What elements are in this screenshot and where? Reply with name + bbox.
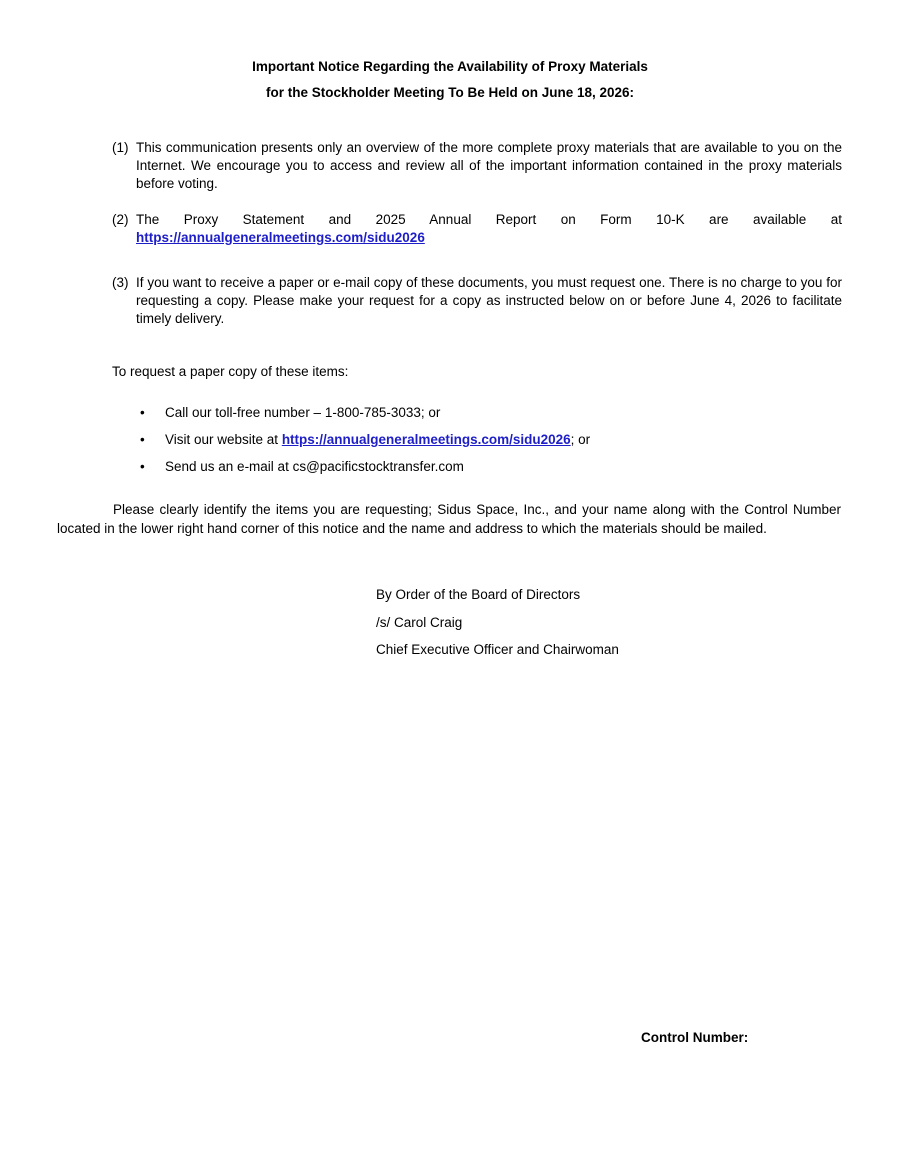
bullet-icon: • xyxy=(140,432,145,447)
request-copy-heading: To request a paper copy of these items: xyxy=(112,364,349,379)
signature-name: /s/ Carol Craig xyxy=(376,614,463,630)
signature-by-order: By Order of the Board of Directors xyxy=(376,587,581,602)
proxy-statement-link[interactable]: https://annualgeneralmeetings.com/sidu2026 xyxy=(136,229,425,245)
bullet-website-text-before: Visit our website at xyxy=(165,432,282,447)
notice-title-line-1: Important Notice Regarding the Availability of Proxy Materials xyxy=(252,59,648,74)
numbered-item-1 xyxy=(112,139,842,192)
website-link[interactable]: https://annualgeneralmeetings.com/sidu2026 xyxy=(281,432,571,447)
bullet-website-text-after: ; or xyxy=(570,432,591,447)
bullet-icon: • xyxy=(140,459,145,474)
item-1-text: This communication presents only an overview of the more complete proxy materials that are available to you on the Internet. We encourage you to access and review all of the important information contained in the proxy materials before voting. xyxy=(136,140,842,191)
closing-paragraph: Please clearly identify the items you are requesting; Sidus Space, Inc., and your name along with the Control Number located in the lower right hand corner of this notice and the name and address to which the materials should be mailed. xyxy=(57,502,841,536)
numbered-item-3 xyxy=(112,274,842,327)
bullet-item-call xyxy=(140,404,780,422)
item-2-number: (2) xyxy=(112,212,129,227)
control-number-label: Control Number: xyxy=(641,1030,749,1045)
signature-title: Chief Executive Officer and Chairwoman xyxy=(376,642,619,657)
request-options-list xyxy=(140,404,780,485)
bullet-item-email xyxy=(140,458,780,476)
bullet-icon: • xyxy=(140,405,145,420)
signature-block xyxy=(376,586,619,669)
item-2-text: The Proxy Statement and 2025 Annual Report on Form 10-K are available at xyxy=(136,212,842,227)
numbered-item-2 xyxy=(112,211,842,247)
item-3-number: (3) xyxy=(112,275,129,290)
item-1-number: (1) xyxy=(112,140,129,155)
bullet-item-website xyxy=(140,431,780,449)
notice-title-line-2: for the Stockholder Meeting To Be Held on June 18, 2026: xyxy=(265,85,635,100)
bullet-email-text: Send us an e-mail at cs@pacificstocktransfer.com xyxy=(165,459,464,474)
item-3-text: If you want to receive a paper or e-mail copy of these documents, you must request one. There is no charge to you for requesting a copy. Please make your request for a copy as instructed below on or before June 4, 2026 to facilitate timely delivery. xyxy=(136,275,842,326)
bullet-call-text: Call our toll-free number – 1-800-785-3033; or xyxy=(165,405,441,420)
